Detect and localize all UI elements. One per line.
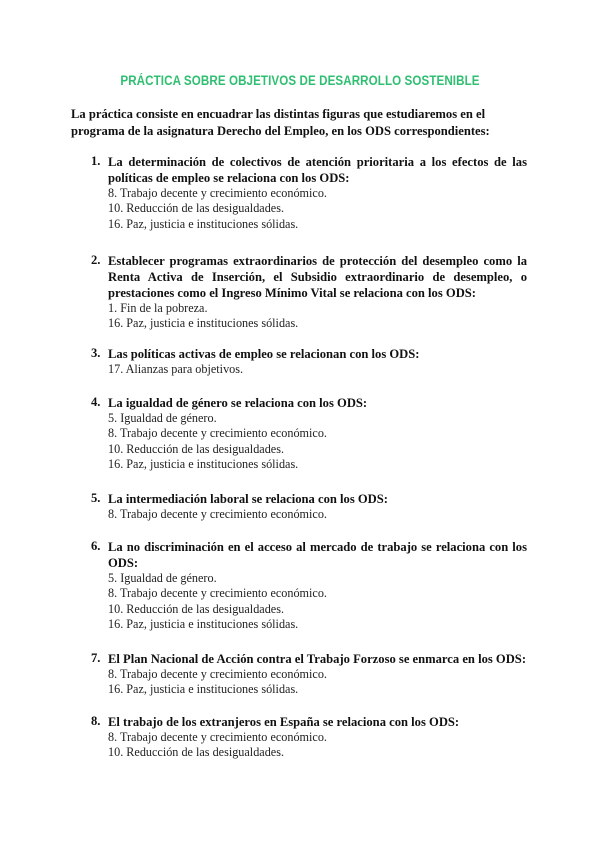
item-question: La igualdad de género se relaciona con los ODS: (108, 396, 368, 410)
intro-paragraph: La práctica consiste en encuadrar las distintas figuras que estudiaremos en el programa de la asignatura Derecho del Empleo, en los ODS correspondientes: (71, 107, 490, 138)
item-answer: 10. Reducción de las desigualdades. (108, 441, 284, 456)
item-answer: 8. Trabajo decente y crecimiento económico. (108, 507, 327, 521)
item-answer: 16. Paz, justicia e instituciones sólidas. (108, 682, 299, 697)
item-question: El Plan Nacional de Acción contra el Trabajo Forzoso se enmarca en los ODS: (108, 652, 527, 666)
item-answer: 10. Reducción de las desigualdades. (108, 601, 284, 616)
item-answer: 8. Trabajo decente y crecimiento económico. (108, 667, 327, 681)
item-answer: 17. Alianzas para objetivos. (108, 362, 244, 376)
list-item (91, 346, 527, 377)
item-answer: 1. Fin de la pobreza. (108, 301, 208, 315)
item-number: 4. (91, 395, 101, 409)
list-item (91, 154, 527, 232)
item-number: 6. (91, 539, 101, 553)
list-item (91, 539, 527, 633)
document-title: PRÁCTICA SOBRE OBJETIVOS DE DESARROLLO SOSTENIBLE (120, 73, 480, 88)
item-question: La determinación de colectivos de atención prioritaria a los efectos de las políticas de empleo se relaciona con los ODS: (108, 155, 527, 185)
list-item (91, 651, 527, 698)
list-item (91, 714, 527, 761)
item-answer: 10. Reducción de las desigualdades. (108, 745, 284, 760)
item-number: 5. (91, 491, 101, 505)
item-answer: 8. Trabajo decente y crecimiento económico. (108, 426, 327, 441)
item-number: 8. (91, 714, 101, 728)
item-answer: 5. Igualdad de género. (108, 571, 217, 585)
item-number: 3. (91, 346, 101, 360)
item-answer: 10. Reducción de las desigualdades. (108, 201, 284, 216)
item-answer: 8. Trabajo decente y crecimiento económico. (108, 186, 327, 200)
list-item (91, 395, 527, 473)
item-answer: 16. Paz, justicia e instituciones sólidas. (108, 617, 299, 632)
item-question: Las políticas activas de empleo se relacionan con los ODS: (108, 347, 420, 361)
item-answer: 16. Paz, justicia e instituciones sólidas. (108, 216, 299, 231)
item-question: La no discriminación en el acceso al mercado de trabajo se relaciona con los ODS: (108, 540, 527, 570)
item-answer: 16. Paz, justicia e instituciones sólidas. (108, 457, 299, 472)
item-answer: 16. Paz, justicia e instituciones sólidas. (108, 316, 299, 331)
item-number: 7. (91, 651, 101, 665)
item-question: Establecer programas extraordinarios de protección del desempleo como la Renta Activa de Inserción, el Subsidio extraordinario de desempleo, o prestaciones como el Ingreso Mínimo Vital se relaciona con los ODS: (108, 254, 527, 300)
list-item (91, 253, 527, 332)
item-answer: 5. Igualdad de género. (108, 411, 217, 425)
item-answer: 8. Trabajo decente y crecimiento económico. (108, 730, 327, 744)
list-item (91, 491, 527, 522)
item-number: 2. (91, 253, 101, 267)
item-question: La intermediación laboral se relaciona con los ODS: (108, 492, 388, 506)
item-question: El trabajo de los extranjeros en España se relaciona con los ODS: (108, 715, 460, 729)
item-number: 1. (91, 154, 101, 168)
item-answer: 8. Trabajo decente y crecimiento económico. (108, 586, 327, 601)
